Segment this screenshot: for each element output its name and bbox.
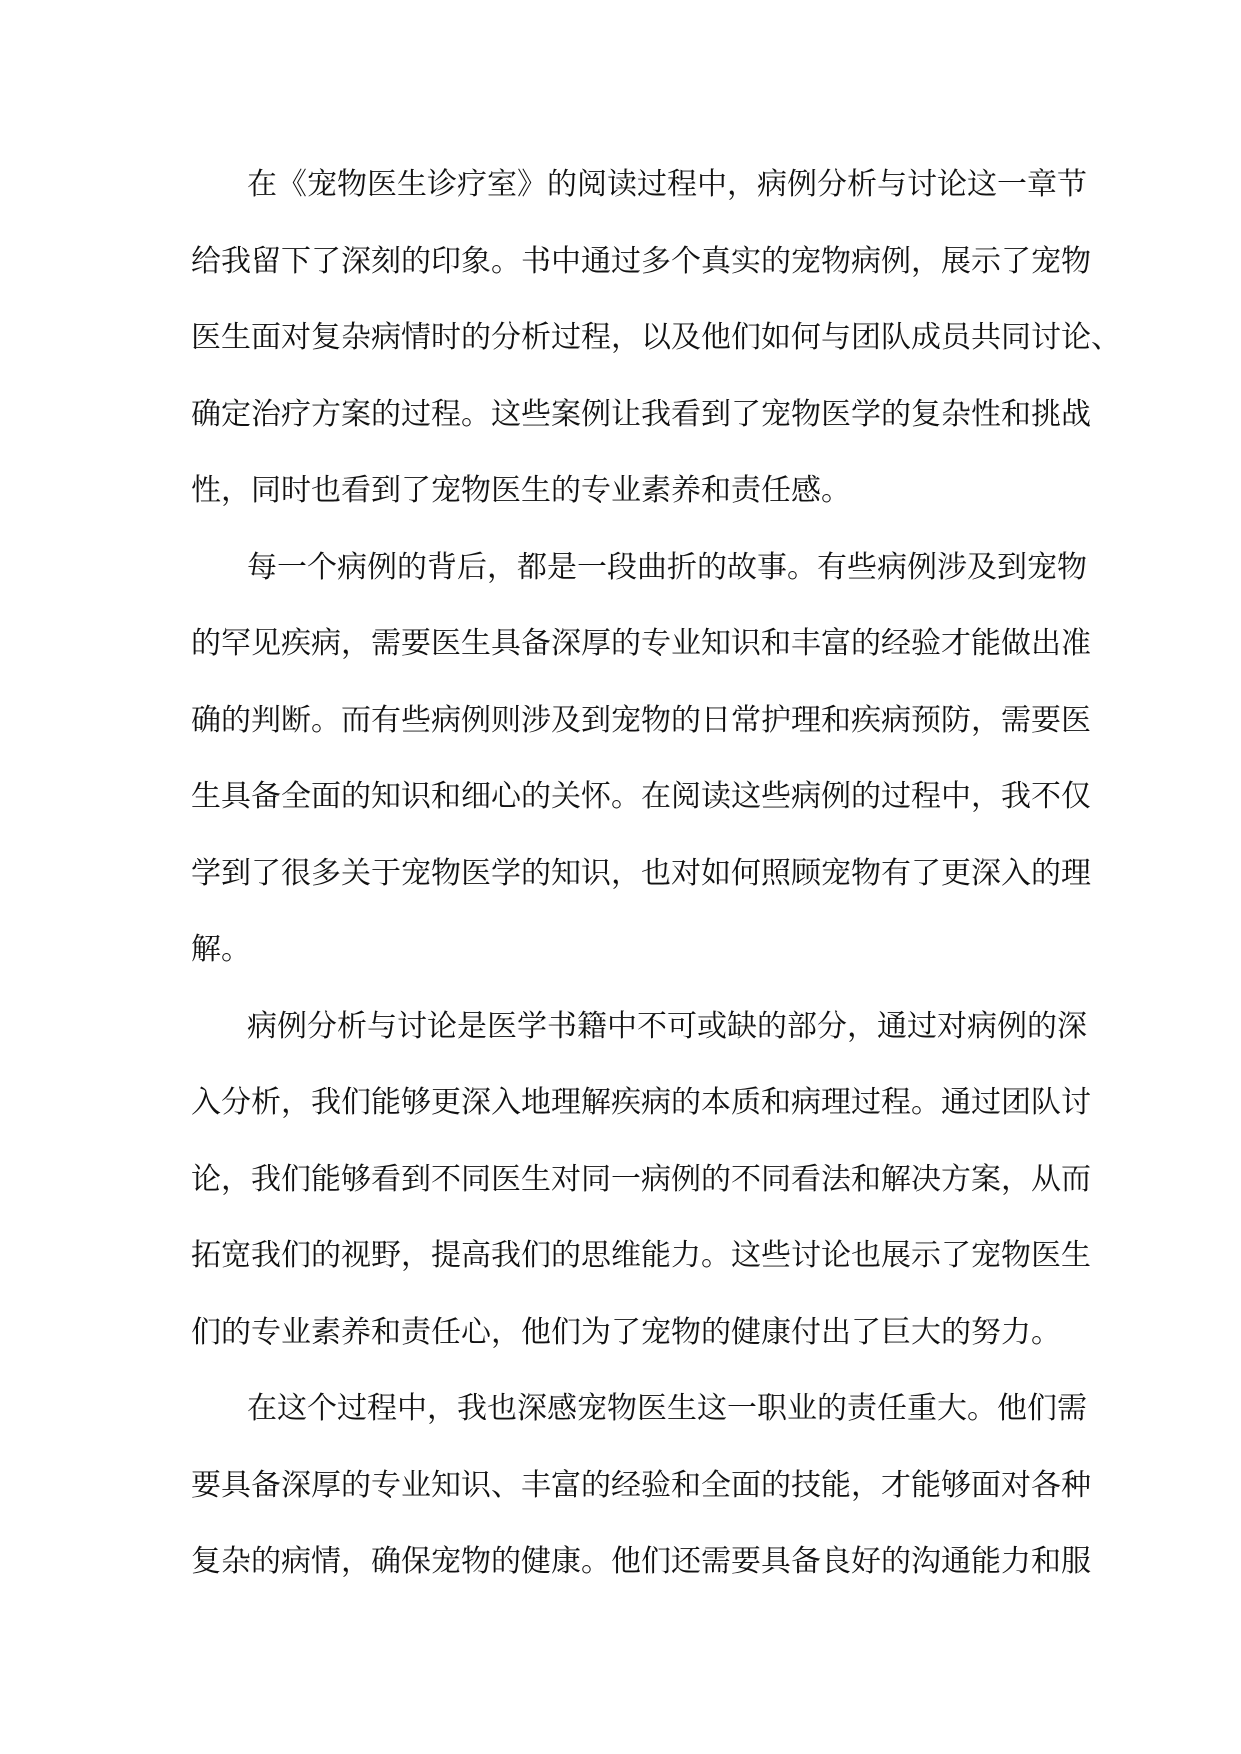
text-line: 要具备深厚的专业知识、丰富的经验和全面的技能，才能够面对各种 xyxy=(191,1467,1091,1503)
text-line: 的罕见疾病，需要医生具备深厚的专业知识和丰富的经验才能做出准 xyxy=(191,626,1091,661)
text-line: 确的判断。而有些病例则涉及到宠物的日常护理和疾病预防，需要医 xyxy=(191,702,1091,738)
body-text xyxy=(191,147,1121,1601)
text-line: 论，我们能够看到不同医生对同一病例的不同看法和解决方案，从而 xyxy=(191,1161,1091,1197)
text-line: 生具备全面的知识和细心的关怀。在阅读这些病例的过程中，我不仅 xyxy=(191,779,1091,814)
text-line: 医生面对复杂病情时的分析过程，以及他们如何与团队成员共同讨论、 xyxy=(191,320,1121,355)
text-line: 在这个过程中，我也深感宠物医生这一职业的责任重大。他们需 xyxy=(247,1391,1087,1426)
text-line: 在《宠物医生诊疗室》的阅读过程中，病例分析与讨论这一章节 xyxy=(247,167,1087,202)
text-line: 性，同时也看到了宠物医生的专业素养和责任感。 xyxy=(191,473,851,508)
text-line: 们的专业素养和责任心，他们为了宠物的健康付出了巨大的努力。 xyxy=(191,1314,1061,1350)
text-line: 给我留下了深刻的印象。书中通过多个真实的宠物病例，展示了宠物 xyxy=(191,243,1091,279)
text-line: 解。 xyxy=(191,932,251,967)
text-line: 每一个病例的背后，都是一段曲折的故事。有些病例涉及到宠物 xyxy=(247,549,1087,585)
text-line: 复杂的病情，确保宠物的健康。他们还需要具备良好的沟通能力和服 xyxy=(191,1544,1091,1579)
text-line: 入分析，我们能够更深入地理解疾病的本质和病理过程。通过团队讨 xyxy=(191,1085,1091,1120)
text-line: 学到了很多关于宠物医学的知识，也对如何照顾宠物有了更深入的理 xyxy=(191,855,1091,891)
text-line: 确定治疗方案的过程。这些案例让我看到了宠物医学的复杂性和挑战 xyxy=(191,396,1091,432)
text-line: 拓宽我们的视野，提高我们的思维能力。这些讨论也展示了宠物医生 xyxy=(191,1238,1091,1273)
text-line: 病例分析与讨论是医学书籍中不可或缺的部分，通过对病例的深 xyxy=(247,1008,1087,1044)
